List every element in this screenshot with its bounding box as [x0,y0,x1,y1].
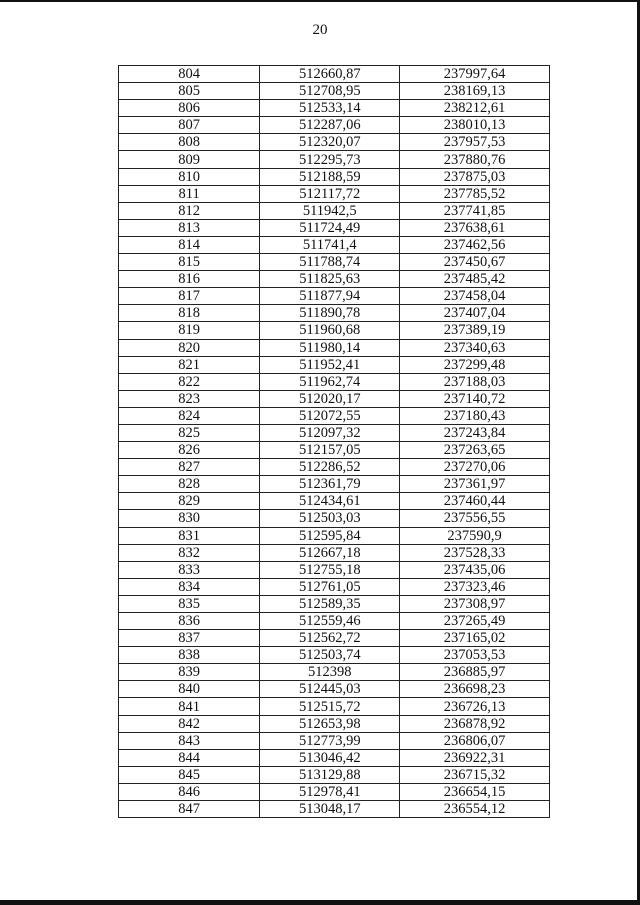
y-coordinate-cell: 237590,9 [400,527,550,544]
y-coordinate-cell: 236885,97 [400,664,550,681]
y-coordinate-cell: 237485,42 [400,271,550,288]
point-number-cell: 838 [119,647,260,664]
x-coordinate-cell: 511890,78 [260,305,400,322]
x-coordinate-cell: 512287,06 [260,117,400,134]
table-row [119,339,550,356]
y-coordinate-cell: 237785,52 [400,185,550,202]
x-coordinate-cell: 512653,98 [260,715,400,732]
point-number-cell: 837 [119,630,260,647]
y-coordinate-cell: 237458,04 [400,288,550,305]
y-coordinate-cell: 237299,48 [400,356,550,373]
point-number-cell: 806 [119,100,260,117]
table-row [119,766,550,783]
point-number-cell: 844 [119,749,260,766]
y-coordinate-cell: 237263,65 [400,442,550,459]
x-coordinate-cell: 512533,14 [260,100,400,117]
x-coordinate-cell: 513046,42 [260,749,400,766]
x-coordinate-cell: 512295,73 [260,151,400,168]
table-row [119,613,550,630]
point-number-cell: 825 [119,424,260,441]
y-coordinate-cell: 237340,63 [400,339,550,356]
y-coordinate-cell: 237880,76 [400,151,550,168]
y-coordinate-cell: 237389,19 [400,322,550,339]
y-coordinate-cell: 237435,06 [400,561,550,578]
table-row [119,749,550,766]
point-number-cell: 843 [119,732,260,749]
table-row [119,424,550,441]
point-number-cell: 805 [119,83,260,100]
x-coordinate-cell: 513048,17 [260,801,400,818]
x-coordinate-cell: 513129,88 [260,766,400,783]
point-number-cell: 810 [119,168,260,185]
x-coordinate-cell: 512667,18 [260,544,400,561]
y-coordinate-cell: 237243,84 [400,424,550,441]
y-coordinate-cell: 237270,06 [400,459,550,476]
x-coordinate-cell: 512117,72 [260,185,400,202]
x-coordinate-cell: 512559,46 [260,613,400,630]
table-row [119,801,550,818]
y-coordinate-cell: 237308,97 [400,595,550,612]
x-coordinate-cell: 512503,74 [260,647,400,664]
y-coordinate-cell: 237875,03 [400,168,550,185]
y-coordinate-cell: 237528,33 [400,544,550,561]
coordinates-table-body [119,66,550,818]
x-coordinate-cell: 512503,03 [260,510,400,527]
point-number-cell: 831 [119,527,260,544]
scan-edge-bottom [0,900,640,905]
y-coordinate-cell: 237323,46 [400,578,550,595]
x-coordinate-cell: 511942,5 [260,202,400,219]
table-row [119,117,550,134]
y-coordinate-cell: 237556,55 [400,510,550,527]
x-coordinate-cell: 512361,79 [260,476,400,493]
x-coordinate-cell: 512773,99 [260,732,400,749]
table-row [119,544,550,561]
table-row [119,271,550,288]
table-row [119,83,550,100]
coordinates-table [118,65,550,818]
x-coordinate-cell: 512188,59 [260,168,400,185]
x-coordinate-cell: 512595,84 [260,527,400,544]
point-number-cell: 830 [119,510,260,527]
x-coordinate-cell: 511960,68 [260,322,400,339]
x-coordinate-cell: 512515,72 [260,698,400,715]
point-number-cell: 818 [119,305,260,322]
table-row [119,66,550,83]
point-number-cell: 804 [119,66,260,83]
table-row [119,459,550,476]
x-coordinate-cell: 512755,18 [260,561,400,578]
y-coordinate-cell: 237140,72 [400,390,550,407]
scan-edge-top [0,0,640,2]
point-number-cell: 827 [119,459,260,476]
y-coordinate-cell: 237053,53 [400,647,550,664]
point-number-cell: 817 [119,288,260,305]
x-coordinate-cell: 512020,17 [260,390,400,407]
table-row [119,322,550,339]
table-row [119,698,550,715]
y-coordinate-cell: 238212,61 [400,100,550,117]
x-coordinate-cell: 512320,07 [260,134,400,151]
point-number-cell: 814 [119,236,260,253]
x-coordinate-cell: 512660,87 [260,66,400,83]
table-row [119,219,550,236]
table-row [119,510,550,527]
table-row [119,390,550,407]
table-row [119,100,550,117]
point-number-cell: 807 [119,117,260,134]
y-coordinate-cell: 237407,04 [400,305,550,322]
y-coordinate-cell: 236878,92 [400,715,550,732]
point-number-cell: 808 [119,134,260,151]
point-number-cell: 812 [119,202,260,219]
y-coordinate-cell: 237165,02 [400,630,550,647]
x-coordinate-cell: 512708,95 [260,83,400,100]
table-row [119,715,550,732]
point-number-cell: 828 [119,476,260,493]
point-number-cell: 815 [119,254,260,271]
y-coordinate-cell: 237957,53 [400,134,550,151]
x-coordinate-cell: 512562,72 [260,630,400,647]
y-coordinate-cell: 238010,13 [400,117,550,134]
table-row [119,151,550,168]
point-number-cell: 839 [119,664,260,681]
point-number-cell: 819 [119,322,260,339]
point-number-cell: 841 [119,698,260,715]
x-coordinate-cell: 512286,52 [260,459,400,476]
point-number-cell: 846 [119,783,260,800]
table-row [119,254,550,271]
x-coordinate-cell: 512157,05 [260,442,400,459]
y-coordinate-cell: 237638,61 [400,219,550,236]
y-coordinate-cell: 236806,07 [400,732,550,749]
table-row [119,168,550,185]
page-number: 20 [312,22,328,38]
x-coordinate-cell: 512097,32 [260,424,400,441]
point-number-cell: 816 [119,271,260,288]
y-coordinate-cell: 237188,03 [400,373,550,390]
table-row [119,493,550,510]
table-row [119,185,550,202]
point-number-cell: 832 [119,544,260,561]
table-row [119,664,550,681]
x-coordinate-cell: 512072,55 [260,407,400,424]
x-coordinate-cell: 512761,05 [260,578,400,595]
y-coordinate-cell: 237997,64 [400,66,550,83]
y-coordinate-cell: 237265,49 [400,613,550,630]
table-row [119,595,550,612]
y-coordinate-cell: 237450,67 [400,254,550,271]
x-coordinate-cell: 512589,35 [260,595,400,612]
point-number-cell: 813 [119,219,260,236]
y-coordinate-cell: 238169,13 [400,83,550,100]
y-coordinate-cell: 236715,32 [400,766,550,783]
x-coordinate-cell: 511980,14 [260,339,400,356]
point-number-cell: 826 [119,442,260,459]
x-coordinate-cell: 511724,49 [260,219,400,236]
y-coordinate-cell: 237180,43 [400,407,550,424]
point-number-cell: 842 [119,715,260,732]
table-row [119,630,550,647]
x-coordinate-cell: 511877,94 [260,288,400,305]
y-coordinate-cell: 236922,31 [400,749,550,766]
table-row [119,476,550,493]
point-number-cell: 824 [119,407,260,424]
point-number-cell: 845 [119,766,260,783]
y-coordinate-cell: 236698,23 [400,681,550,698]
point-number-cell: 836 [119,613,260,630]
point-number-cell: 833 [119,561,260,578]
table-row [119,407,550,424]
y-coordinate-cell: 237460,44 [400,493,550,510]
point-number-cell: 823 [119,390,260,407]
table-row [119,681,550,698]
point-number-cell: 840 [119,681,260,698]
x-coordinate-cell: 512434,61 [260,493,400,510]
x-coordinate-cell: 512445,03 [260,681,400,698]
x-coordinate-cell: 512978,41 [260,783,400,800]
y-coordinate-cell: 236654,15 [400,783,550,800]
table-row [119,202,550,219]
y-coordinate-cell: 237741,85 [400,202,550,219]
point-number-cell: 811 [119,185,260,202]
table-row [119,236,550,253]
y-coordinate-cell: 237361,97 [400,476,550,493]
point-number-cell: 829 [119,493,260,510]
x-coordinate-cell: 511825,63 [260,271,400,288]
x-coordinate-cell: 512398 [260,664,400,681]
y-coordinate-cell: 236554,12 [400,801,550,818]
x-coordinate-cell: 511952,41 [260,356,400,373]
table-row [119,305,550,322]
table-row [119,527,550,544]
table-row [119,356,550,373]
table-row [119,134,550,151]
table-row [119,561,550,578]
x-coordinate-cell: 511788,74 [260,254,400,271]
point-number-cell: 820 [119,339,260,356]
point-number-cell: 809 [119,151,260,168]
y-coordinate-cell: 236726,13 [400,698,550,715]
y-coordinate-cell: 237462,56 [400,236,550,253]
table-row [119,732,550,749]
point-number-cell: 835 [119,595,260,612]
point-number-cell: 821 [119,356,260,373]
table-row [119,647,550,664]
table-row [119,783,550,800]
table-row [119,578,550,595]
x-coordinate-cell: 511741,4 [260,236,400,253]
table-row [119,288,550,305]
table-row [119,373,550,390]
x-coordinate-cell: 511962,74 [260,373,400,390]
point-number-cell: 847 [119,801,260,818]
point-number-cell: 822 [119,373,260,390]
table-row [119,442,550,459]
point-number-cell: 834 [119,578,260,595]
